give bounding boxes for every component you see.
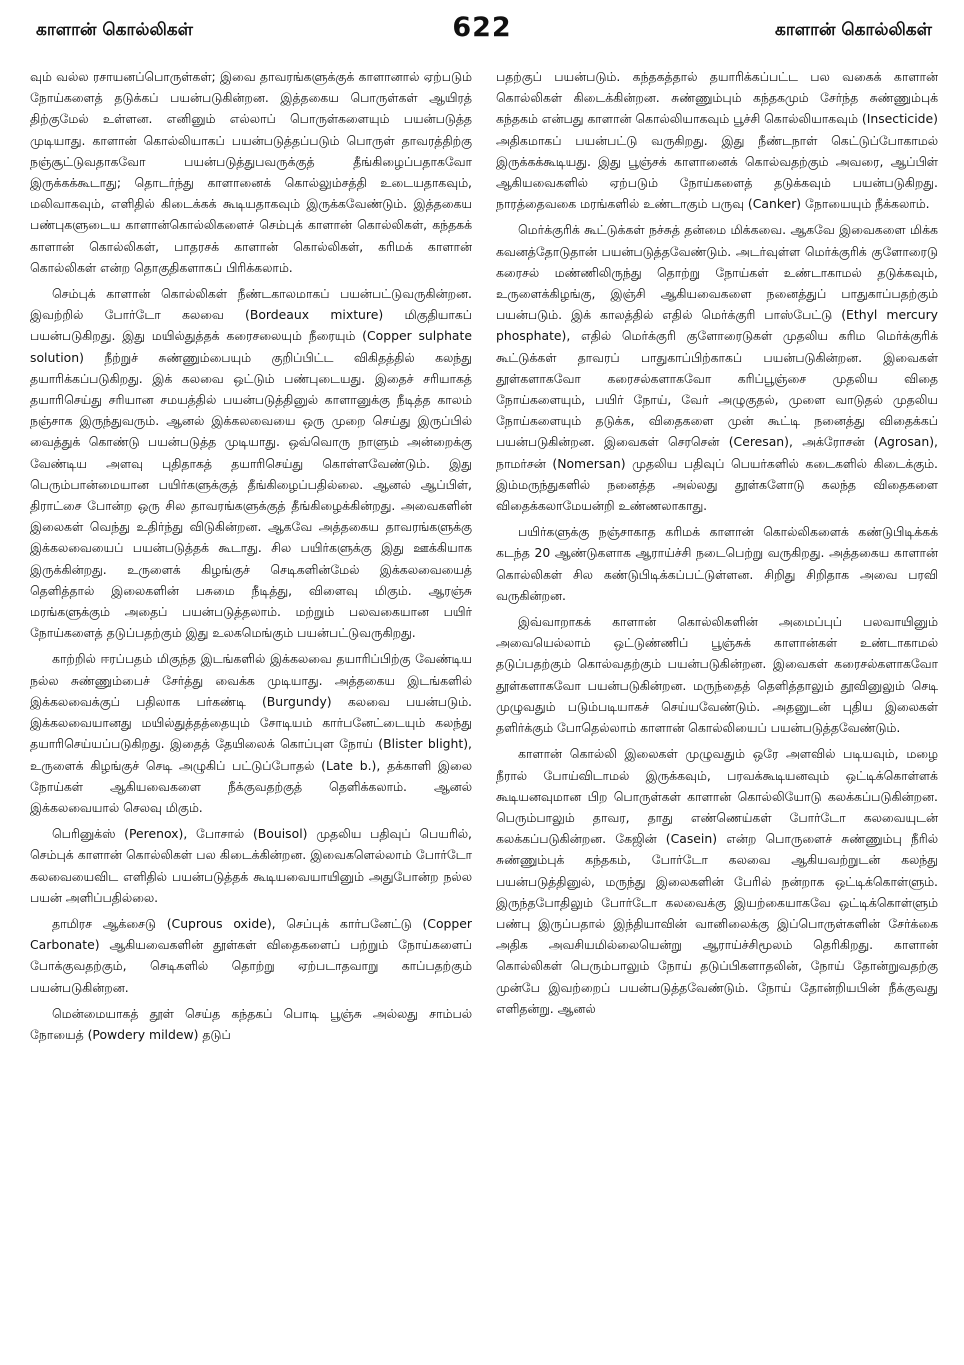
paragraph: பதற்குப் பயன்படும். கந்தகத்தால் தயாரிக்கப்பட்ட பல வகைக் காளான் கொல்லிகள் கிடைக்கின்றன. சுண்ணும்பும் கந்தகமும் சேர்ந்த சுண்ணும்புக் கந்தகம் என்பது காளான் கொல்லியாகவும் பூச்சி கொல்லியாகவும் (Insecticide) அதிகமாகப் பயன்பட்டு வருகிறது. இது நீண்டநாள் கெட்டுப்போகாமல் இருக்கக்கூடியது. இது பூஞ்சக் காளானைக் கொல்வதற்கும் அவரை, ஆப்பிள் ஆகியவைகளில் ஏற்படும் நோய்களைத் தடுக்கவும் பயன்படுகிறது. நாரத்தைவகை மரங்களில் உண்டாகும் பருவு (Canker) நோயையும் நீக்கலாம். <box>496 69 938 212</box>
paragraph: காளான் கொல்லி இலைகள் முழுவதும் ஒரே அளவில் படியவும், மழை நீரால் போய்விடாமல் இருக்கவும், பரவக்கூடியனவும் ஒட்டிக்கொள்ளக் கூடியனவுமான பிற பொருள்கள் காளான் கொல்லியோடு கலக்கப்படுகின்றன. பெரும்பாலும் தாவர, தாது எண்ணெய்கள் போர்டோ கலவையுடன் கலக்கப்படுகின்றன. கேஜின் (Casein) என்ற பொருளைச் சுண்ணும்பு நீரில் சுண்ணும்புக் கந்தகம், போர்டோ கலவை ஆகியவற்றுடன் கலந்து பயன்படுத்தினுல், மருந்து இலைகளின் பேரில் நன்றாக ஒட்டிக்கொள்ளும். இருந்தபோதிலும் போர்டோ கலவைக்கு இயற்கையாகவே ஒட்டிக்கொள்ளும் பண்பு இருப்பதால் இந்தியாவின் வானிலைக்கு இப்பொருள்களின் சேர்க்கை அதிக அவசியமில்லையென்று ஆராய்ச்சிமூலம் தெரிகிறது. காளான் கொல்லிகள் பெரும்பாலும் நோய் தடுப்பிகளாதலின், நோய் தோன்றுவதற்கு முன்பே இவற்றைப் பயன்படுத்தவேண்டும். நோய் தோன்றியபின் நீக்குவது எளிதன்று. ஆனல் <box>496 746 938 1016</box>
running-title-right: காளான் கொல்லிகள் <box>774 20 932 40</box>
paragraph: இவ்வாறாகக் காளான் கொல்லிகளின் அமைப்புப் பலவாயினும் அவையெல்லாம் ஒட்டுண்ணிப் பூஞ்சுக் காளான்கள் உண்டாகாமல் தடுப்பதற்கும் கொல்வதற்கும் பயன்படுகின்றன. இவைகள் கரைசல்களாகவோ தூள்களாகவோ பயன்படுகின்றன. மருந்தைத் தெளித்தாலும் தூவினுலும் செடி முழுவதும் படும்படியாகச் செய்யவேண்டும். அதனுடன் புதிய இலைகள் தளிர்க்கும் போதெல்லாம் காளான் கொல்லியைப் பயன்படுத்தவேண்டும். <box>496 614 938 736</box>
paragraph: மெர்க்குரிக் கூட்டுக்கள் நச்சுத் தன்மை மிக்கவை. ஆகவே இவைகளை மிக்க கவனத்தோடுதான் பயன்படுத்தவேண்டும். அடர்வுள்ள மெர்க்குரிக் குளோரைடு கரைசல் மண்ணிலிருந்து தொற்று நோய்கள் உண்டாகாமல் தடுக்கவும், உருளைக்கிழங்கு, இஞ்சி ஆகியவைகளை நனைத்துப் பாதுகாப்பதற்கும் பயன்படும். இக் காலத்தில் எதில் மெர்க்குரி பாஸ்பேட்டு (Ethyl mercury phosphate), எதில் மெர்க்குரி குளோரைடுகள் முதலிய கரிம மெர்க்குரிக் கூட்டுக்கள் தாவரப் பாதுகாப்பிற்காகப் பயன்படுகின்றன. இவைகள் தூள்களாகவோ கரைசல்களாகவோ கரிப்பூஞ்சை முதலிய விதை நோய்களையும், பயிர் நோய், வேர் அழுகுதல், முளை வாடுதல் முதலிய நோய்களையும் தடுக்க, விதைகளை முன் கூட்டி நனைத்து விதைக்கப் பயன்படுகின்றன. இவைகள் செரசென் (Ceresan), அக்ரோசன் (Agrosan), நாமர்சன் (Nomersan) முதலிய பதிவுப் பெயர்களில் கடைகளில் கிடைக்கும். இம்மருந்துகளில் நனைத்த அல்லது தூள்களோடு கலந்த விதைகளை விதைக்கலாமேயன்றி உண்ணலாகாது. <box>496 222 938 514</box>
paragraph: வும் வல்ல ரசாயனப்பொருள்கள்; இவை தாவரங்களுக்குக் காளானால் ஏற்படும் நோய்களைத் தடுக்கப் பயன்படுகின்றன. இத்தகைய பொருள்கள் ஆயிரத் திற்குமேல் உள்ளன. எனினும் எல்லாப் பொருள்களையும் பயன்படுத்த முடியாது. காளான் கொல்லியாகப் பயன்படுத்தப்படும் பொருள் தாவரத்திற்கு நஞ்சூட்டுவதாகவோ பயன்படுத்துபவருக்குத் தீங்கிழைப்பதாகவோ இருக்கக்கூடாது; தொடர்ந்து காளானைக் கொல்லும்சத்தி உடையதாகவும், மலிவாகவும், எளிதில் கிடைக்கக் கூடியதாகவும் இருக்கவேண்டும். இத்தகைய பண்புகளுடைய காளான்கொல்லிகளைச் செம்புக் காளான் கொல்லிகள், கந்தகக் காளான் கொல்லிகள், பாதரசக் காளான் கொல்லிகள், கரிமக் காளான் கொல்லிகள் என்ற தொகுதிகளாகப் பிரிக்கலாம். <box>30 69 472 275</box>
paragraph: பெரினுக்ஸ் (Perenox), போசால் (Bouisol) முதலிய பதிவுப் பெயரில், செம்புக் காளான் கொல்லிகள் பல கிடைக்கின்றன. இவைகளெல்லாம் போர்டோ கலவையைவிட எளிதில் பயன்படுத்தக் கூடியவையாயினும் அதுபோன்ற நல்ல பயன் அளிப்பதில்லை. <box>30 826 472 905</box>
paragraph: பயிர்களுக்கு நஞ்சாகாத கரிமக் காளான் கொல்லிகளைக் கண்டுபிடிக்கக் கடந்த 20 ஆண்டுகளாக ஆராய்ச்சி நடைபெற்று வருகிறது. அத்தகைய காளான் கொல்லிகள் சில கண்டுபிடிக்கப்பட்டுள்ளன. சிறிது சிறிதாக அவை பரவி வருகின்றன. <box>496 524 938 603</box>
running-title-left: காளான் கொல்லிகள் <box>36 20 194 40</box>
paragraph: மென்மையாகத் தூள் செய்த கந்தகப் பொடி பூஞ்சு அல்லது சாம்பல் நோயைத் (Powdery mildew) தடுப் <box>30 1005 472 1042</box>
page-number: 622 <box>452 12 512 43</box>
left-column <box>30 66 472 1356</box>
right-column <box>496 66 938 1356</box>
page-header <box>0 12 964 54</box>
paragraph: செம்புக் காளான் கொல்லிகள் நீண்டகாலமாகப் பயன்பட்டுவருகின்றன. இவற்றில் போர்டோ கலவை (Bordeaux mixture) மிகுதியாகப் பயன்படுகிறது. இது மயில்துத்தக் கரைசலையும் நீரையும் (Copper sulphate solution) நீற்றுச் சுண்ணும்பையும் குறிப்பிட்ட விகிதத்தில் கலந்து தயாரிக்கப்படுகிறது. இக் கலவை ஒட்டும் பண்புடையது. இதைச் சரியாகத் தயாரிசெய்து சரியான சமயத்தில் பயன்படுத்தினுல் காளானுக்கு நீடித்த காலம் நஞ்சாக இருந்துவரும். ஆனல் இக்கலவையை ஒரு முறை செய்து இருப்பில் வைத்துக் கொண்டு பயன்படுத்த முடியாது. ஒவ்வொரு நாளும் அன்றைக்கு வேண்டிய அளவு புதிதாகத் தயாரிசெய்து கொள்ளவேண்டும். இது பெரும்பான்மையான பயிர்களுக்குத் தீங்கிழைப்பதில்லை. ஆனல் ஆப்பிள், திராட்சை போன்ற ஒரு சில தாவரங்களுக்குத் தீங்கிழைக்கின்றது. அவைகளின் இலைகள் வெந்து உதிர்ந்து விடுகின்றன. ஆகவே அத்தகைய தாவரங்களுக்கு இக்கலவையைப் பயன்படுத்தக் கூடாது. சில பயிர்களுக்கு இது ஊக்கியாக இருக்கின்றது. உருளைக் கிழங்குச் செடிகளின்மேல் இக்கலவையைத் தெளித்தால் இலைகளின் பசுமை நீடித்து, விளைவு மிகும். ஆரஞ்சு மரங்களுக்கும் அதைப் பயன்படுத்தலாம். மற்றும் பலவகையான பயிர் நோய்களைத் தடுப்பதற்கும் இது உலகமெங்கும் பயன்பட்டுவருகிறது. <box>30 286 472 641</box>
paragraph: காற்றில் ஈரப்பதம் மிகுந்த இடங்களில் இக்கலவை தயாரிப்பிற்கு வேண்டிய நல்ல சுண்ணும்பைச் சேர்த்து வைக்க முடியாது. அத்தகைய இடங்களில் இக்கலவைக்குப் பதிலாக பர்கண்டி (Burgundy) கலவை பயன்படும். இக்கலவையானது மயில்துத்தத்தையும் சோடியம் கார்பனேட்டையும் கலந்து தயாரிசெய்யப்படுகிறது. இதைத் தேயிலைக் கொப்புள நோய் (Blister blight), உருளைக் கிழங்குச் செடி அழுகிப் பட்டுப்போதல் (Late b.), தக்காளி இலை நோய்கள் ஆகியவைகளை நீக்குவதற்குத் தெளிக்கலாம். ஆனல் இக்கலவையால் செலவு மிகும். <box>30 651 472 815</box>
paragraph: தாமிரச ஆக்சைடு (Cuprous oxide), செப்புக் கார்பனேட்டு (Copper Carbonate) ஆகியவைகளின் தூள்கள் விதைகளைப் பற்றும் நோய்களைப் போக்குவதற்கும், செடிகளில் தொற்று ஏற்படாதவாறு காப்பதற்கும் பயன்படுகின்றன. <box>30 915 472 995</box>
